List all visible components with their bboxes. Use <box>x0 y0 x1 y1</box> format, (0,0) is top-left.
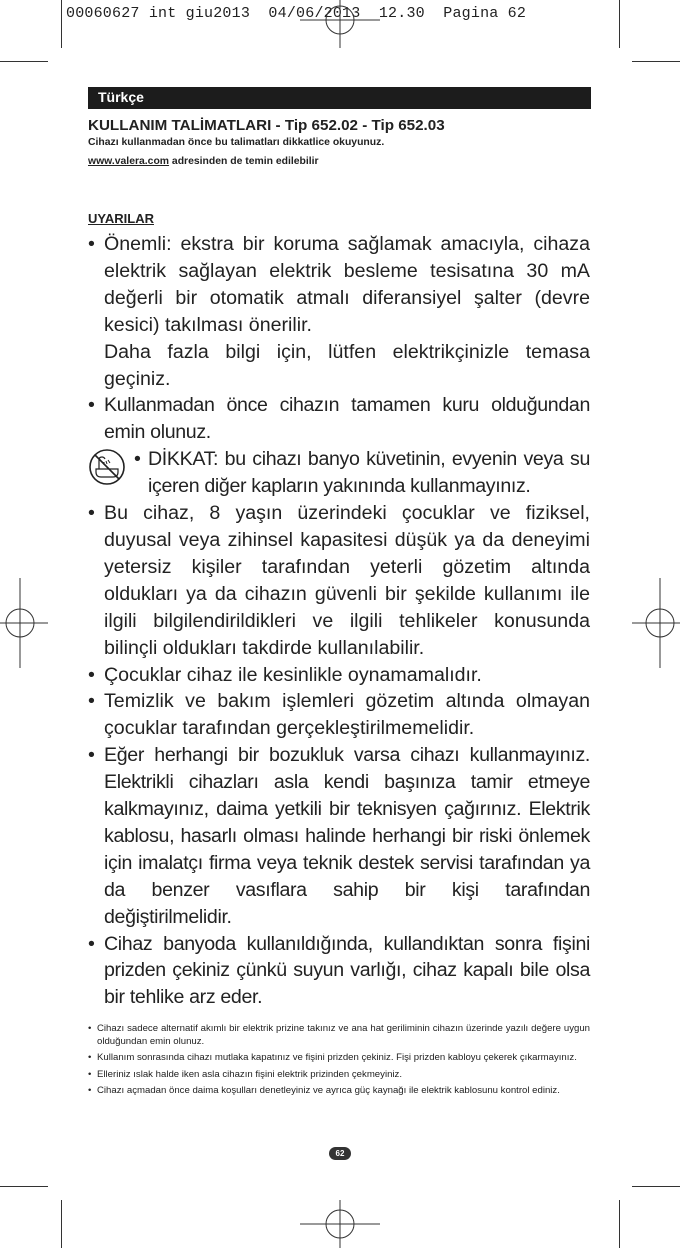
note-item: • Elleriniz ıslak halde iken asla cihazın fişini elektrik prizinden çekmeyiniz. <box>88 1068 590 1081</box>
crop-mark-top-right <box>619 0 620 48</box>
note-item: • Kullanım sonrasında cihazı mutlaka kapatınız ve fişini prizden çekiniz. Fişi prizden kabloyu çekerek çıkarmayınız. <box>88 1051 590 1064</box>
valera-link[interactable]: www.valera.com <box>88 156 170 167</box>
page-number: 62 <box>329 1147 351 1160</box>
print-header: 00060627 int giu2013 04/06/2013 12.30 Pagina 62 <box>66 5 527 22</box>
note-item: • Cihazı açmadan önce daima koşulları denetleyiniz ve ayrıca güç kaynağı ile elektrik kablosunu kontrol ediniz. <box>88 1084 590 1097</box>
crop-mark-bottom-left <box>61 1200 62 1248</box>
language-label: Türkçe <box>98 89 144 105</box>
warning-item: • Eğer herhangi bir bozukluk varsa cihazı kullanmayınız. Elektrikli cihazları asla kendi başınıza tamir etmeye kalkmayınız, daima yetkili bir teknisyen çağırınız. Elektrik kablosu, hasarlı olması halinde herhangi bir riski önlemek için imalatçı firma veya teknik destek servisi tarafından ya da benzer vasıflara sahip bir kişi tarafından değiştirilmelidir. <box>88 742 590 930</box>
document-source <box>88 156 319 167</box>
warning-item-bath: • DİKKAT: bu cihazı banyo küvetinin, evyenin veya su içeren diğer kapların yakınında kullanmayınız. <box>88 446 590 500</box>
no-bathtub-icon <box>88 448 126 486</box>
warning-item: • Cihaz banyoda kullanıldığında, kullandıktan sonra fişini prizden çekiniz çünkü suyun varlığı, cihaz kapalı bile olsa bir tehlike arz eder. <box>88 931 590 1012</box>
language-bar <box>88 87 591 109</box>
source-text: adresinden de temin edilebilir <box>169 156 319 167</box>
registration-mark-bottom-icon <box>300 1200 380 1248</box>
note-item: • Cihazı sadece alternatif akımlı bir elektrik prizine takınız ve ana hat geriliminin cihazın üzerinde yazılı değere uygun olduğundan emin olunuz. <box>88 1022 590 1048</box>
document-subtitle: Cihazı kullanmadan önce bu talimatları dikkatlice okuyunuz. <box>88 137 385 148</box>
warning-item: • Önemli: ekstra bir koruma sağlamak amacıyla, cihaza elektrik sağlayan elektrik besleme tesisatına 30 mA değerli bir otomatik atmalı diferansiyel şalter (devre kesici) takılması önerilir. Daha fazla bilgi için, lütfen elektrikçinizle temasa geçiniz. <box>88 231 590 392</box>
warnings-list <box>88 231 590 1011</box>
warning-item: • Temizlik ve bakım işlemleri gözetim altında olmayan çocuklar tarafından gerçekleştirilmemelidir. <box>88 688 590 742</box>
warning-item: • Kullanmadan önce cihazın tamamen kuru olduğundan emin olunuz. <box>88 392 590 446</box>
crop-mark-left-top <box>0 61 48 62</box>
warning-item: • Bu cihaz, 8 yaşın üzerindeki çocuklar ve fiziksel, duyusal veya zihinsel kapasitesi düşük ya da deneyimi yetersiz kişiler tarafından yeterli gözetim altında oldukları ya da cihazın güvenli bir şekilde kullanımı ile ilgili bilgilendirildikleri ve ilgili tehlikeler konusunda bilinçli oldukları takdirde kullanılabilir. <box>88 500 590 661</box>
document-title: KULLANIM TALİMATLARI - Tip 652.02 - Tip 652.03 <box>88 117 445 134</box>
crop-mark-left-bottom <box>0 1186 48 1187</box>
warning-item: • Çocuklar cihaz ile kesinlikle oynamamalıdır. <box>88 662 590 689</box>
registration-mark-top-icon <box>300 0 380 48</box>
registration-mark-left-icon <box>0 578 48 668</box>
crop-mark-top-left <box>61 0 62 48</box>
crop-mark-right-top <box>632 61 680 62</box>
registration-mark-right-icon <box>632 578 680 668</box>
section-heading: UYARILAR <box>88 211 154 226</box>
small-notes-list <box>88 1022 590 1100</box>
crop-mark-bottom-right <box>619 1200 620 1248</box>
crop-mark-right-bottom <box>632 1186 680 1187</box>
